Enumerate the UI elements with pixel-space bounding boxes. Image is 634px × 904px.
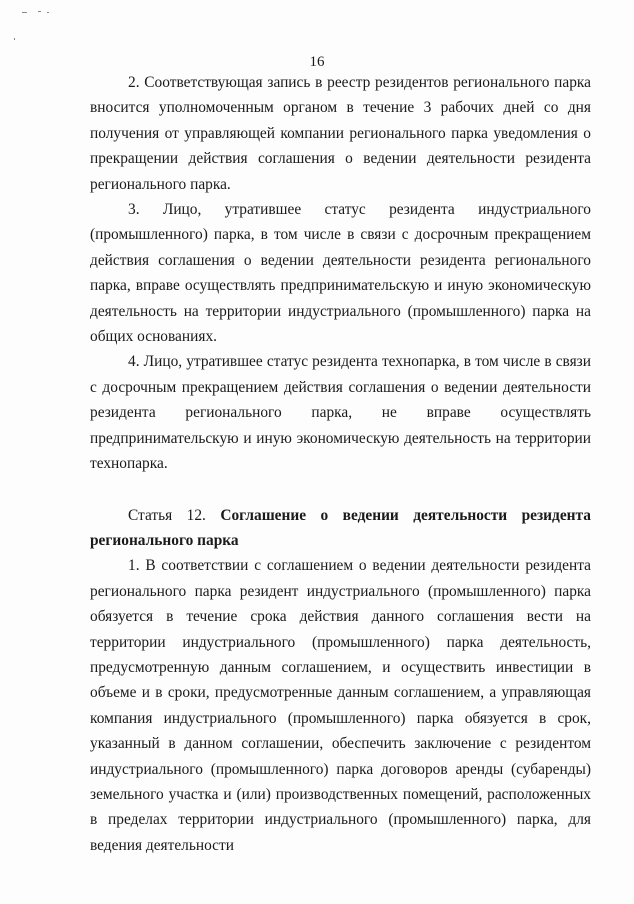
spacer — [90, 477, 591, 503]
paragraph-2: 2. Соответствующая запись в реестр резидентов регионального парка вносится уполномоченным органом в течение 3 рабочих дней со дня получения от управляющей компании регионального парка уведомления о прекращении действия соглашения о ведении деятельности резидента регионального парка. — [90, 74, 591, 193]
paragraph-3: 3. Лицо, утратившее статус резидента индустриального (промышленного) парка, в том числе в связи с досрочным прекращением действия соглашения о ведении деятельности резидента регионального парка, вправе осуществлять предпринимательскую и иную экономическую деятельность на территории индустриального (промышленного) парка на общих основаниях. — [90, 201, 591, 346]
scan-artifact — [38, 11, 41, 12]
page-number: 16 — [309, 54, 325, 70]
article-title: Соглашение о ведении деятельности резидента регионального парка — [90, 506, 591, 549]
article-number: Статья 12. — [128, 506, 206, 524]
scan-artifact — [47, 12, 49, 13]
scan-artifact — [14, 38, 15, 40]
scan-artifact — [22, 12, 27, 13]
article-heading — [90, 503, 591, 554]
paragraph-article-1: 1. В соответствии с соглашением о ведении деятельности резидента регионального парка резидент индустриального (промышленного) парка обязуется в течение срока действия данного соглашения вести на территории индустриального (промышленного) парка деятельность, предусмотренную данным соглашением, и осуществить инвестиции в объеме и в сроки, предусмотренные данным соглашением, а управляющая компания индустриального (промышленного) парка обязуется в срок, указанный в данном соглашении, обеспечить заключение с резидентом индустриального (промышленного) парка договоров аренды (субаренды) земельного участка и (или) производственных помещений, расположенных в пределах территории индустриального (промышленного) парка, для ведения деятельности — [90, 557, 591, 854]
document-body — [90, 70, 591, 858]
paragraph-4: 4. Лицо, утратившее статус резидента технопарка, в том числе в связи с досрочным прекращением действия соглашения о ведении деятельности резидента регионального парка, не вправе осуществлять предпринимательскую и иную экономическую деятельность на территории технопарка. — [90, 353, 591, 473]
